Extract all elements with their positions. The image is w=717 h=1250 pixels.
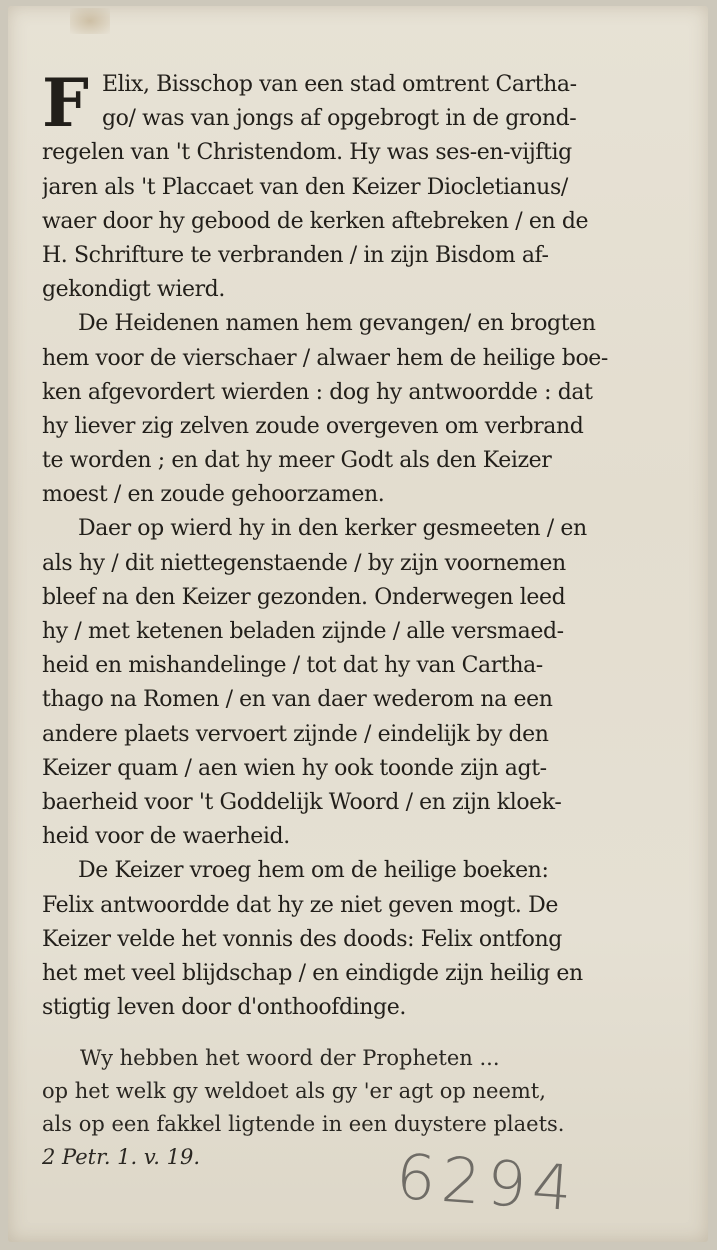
paragraph-4 xyxy=(42,854,672,1025)
text-line: ken afgevordert wierden : dog hy antwoordde : dat xyxy=(42,379,593,405)
paragraph-2 xyxy=(42,307,672,512)
text-line: waer door hy gebood de kerken aftebreken / en de xyxy=(42,208,589,234)
text-line: De Keizer vroeg hem om de heilige boeken: xyxy=(78,858,549,884)
text-line: hy liever zig zelven zoude overgeven om verbrand xyxy=(42,413,584,439)
paragraph-3 xyxy=(42,512,672,854)
text-line: heid en mishandelinge / tot dat hy van Cartha- xyxy=(42,653,543,679)
text-line: Keizer quam / aen wien hy ook toonde zijn agt- xyxy=(42,755,547,781)
text-line: hem voor de vierschaer / alwaer hem de heilige boe- xyxy=(42,345,608,371)
text-line: heid voor de waerheid. xyxy=(42,824,290,850)
text-line: thago na Romen / en van daer wederom na een xyxy=(42,687,553,713)
text-line: moest / en zoude gehoorzamen. xyxy=(42,482,385,508)
text-line: regelen van 't Christendom. Hy was ses-en-vijftig xyxy=(42,140,572,166)
text-line: De Heidenen namen hem gevangen/ en brogten xyxy=(78,311,596,337)
text-line: bleef na den Keizer gezonden. Onderwegen leed xyxy=(42,584,566,610)
paragraph-1 xyxy=(42,64,672,307)
text-line: Keizer velde het vonnis des doods: Felix ontfong xyxy=(42,926,562,952)
text-line: andere plaets vervoert zijnde / eindelijk by den xyxy=(42,721,549,747)
body-text xyxy=(42,64,672,1025)
text-line: go/ was van jongs af opgebrogt in de grond- xyxy=(102,106,577,132)
text-line: H. Schrifture te verbranden / in zijn Bisdom af- xyxy=(42,242,549,268)
drop-cap: F xyxy=(42,64,89,142)
handwritten-number: 6294 xyxy=(393,1139,581,1226)
quote-line: op het welk gy weldoet als gy 'er agt op neemt, xyxy=(42,1079,546,1103)
text-line: Daer op wierd hy in den kerker gesmeeten / en xyxy=(78,516,587,542)
text-line: te worden ; en dat hy meer Godt als den Keizer xyxy=(42,448,552,474)
text-line: jaren als 't Placcaet van den Keizer Diocletianus/ xyxy=(42,174,568,200)
text-line: stigtig leven door d'onthoofdinge. xyxy=(42,995,406,1021)
text-line: Elix, Bisschop van een stad omtrent Cartha- xyxy=(102,72,577,97)
text-line: het met veel blijdschap / en eindigde zijn heilig en xyxy=(42,960,583,986)
paper-stain xyxy=(70,8,110,34)
quote-line: als op een fakkel ligtende in een duystere plaets. xyxy=(42,1112,565,1136)
text-line: hy / met ketenen beladen zijnde / alle versmaed- xyxy=(42,619,564,644)
text-line: baerheid voor 't Goddelijk Woord / en zijn kloek- xyxy=(42,789,562,815)
quote-reference: 2 Petr. 1. v. 19. xyxy=(42,1145,201,1169)
document-page xyxy=(8,6,708,1242)
quote-line: Wy hebben het woord der Propheten ... xyxy=(80,1046,500,1070)
text-line: als hy / dit niettegenstaende / by zijn voornemen xyxy=(42,550,566,576)
text-line: gekondigt wierd. xyxy=(42,277,225,303)
text-line: Felix antwoordde dat hy ze niet geven mogt. De xyxy=(42,892,558,918)
